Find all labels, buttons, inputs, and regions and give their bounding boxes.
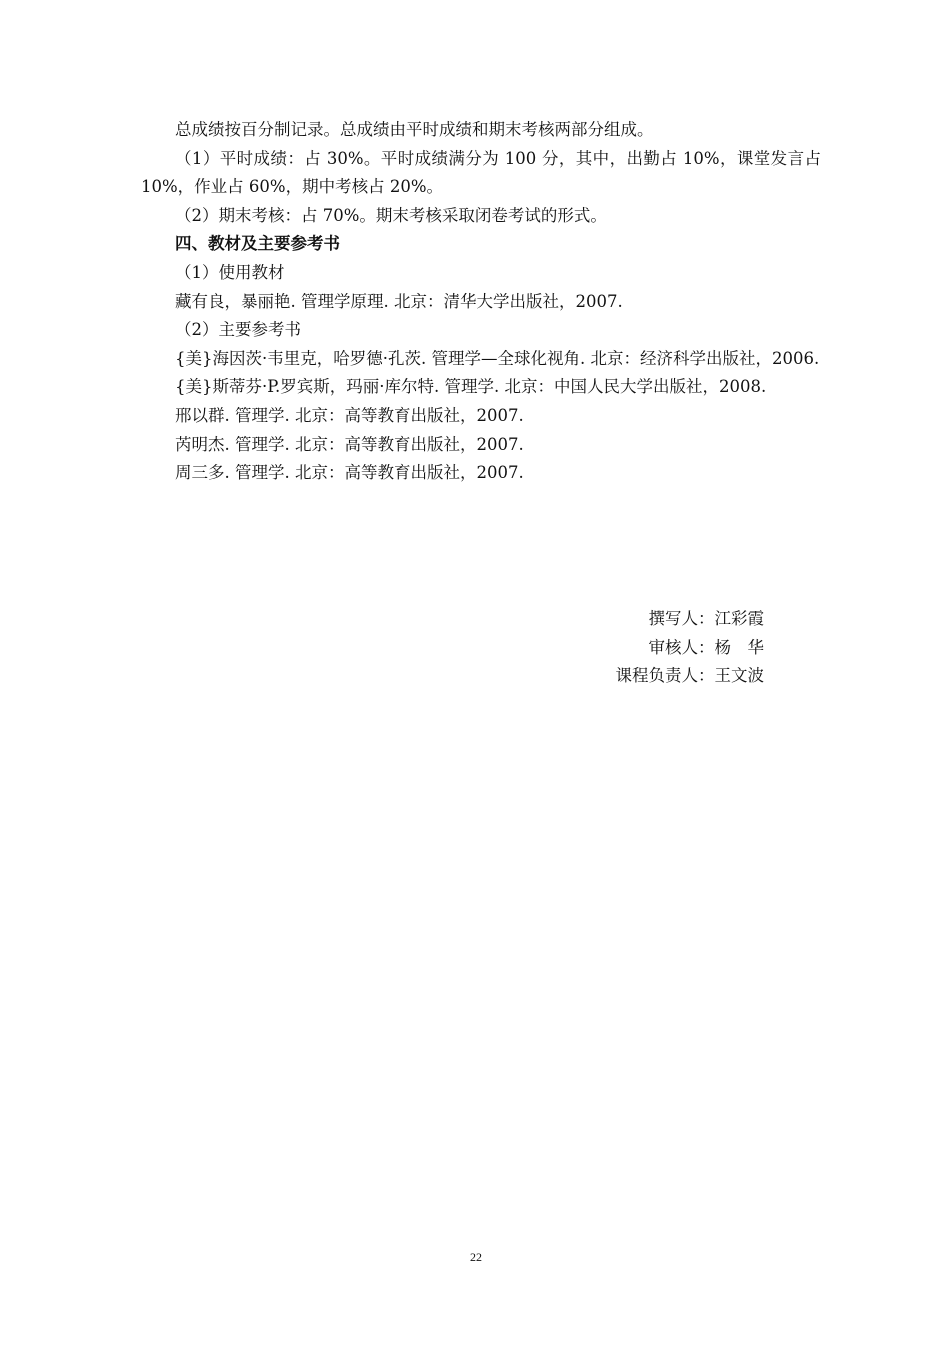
reference-entry-1: {美}海因茨·韦里克，哈罗德·孔茨. 管理学—全球化视角. 北京：经济科学出版社，2006. <box>175 348 820 368</box>
references-subheading: （2）主要参考书 <box>175 320 301 340</box>
grading-intro-paragraph: 总成绩按百分制记录。总成绩由平时成绩和期末考核两部分组成。 <box>175 120 654 139</box>
reference-entry-2: {美}斯蒂芬·P.罗宾斯，玛丽·库尔特. 管理学. 北京：中国人民大学出版社，2008. <box>175 377 767 397</box>
regular-grade-paragraph: （1）平时成绩：占 30%。平时成绩满分为 100 分，其中，出勤占 10%，课堂发言占 10%，作业占 60%，期中考核占 20%。 <box>141 148 821 197</box>
reference-entry-4: 芮明杰. 管理学. 北京：高等教育出版社，2007. <box>175 434 524 454</box>
reviewer-signature: 审核人：杨 华 <box>648 637 764 657</box>
textbook-subheading: （1）使用教材 <box>175 262 285 282</box>
reference-entry-5: 周三多. 管理学. 北京：高等教育出版社，2007. <box>175 463 524 483</box>
course-lead-signature: 课程负责人：王文波 <box>615 666 764 686</box>
page-number: 22 <box>470 1250 482 1264</box>
textbook-entry: 藏有良，暴丽艳. 管理学原理. 北京：清华大学出版社，2007. <box>175 291 623 311</box>
final-exam-paragraph: （2）期末考核：占 70%。期末考核采取闭卷考试的形式。 <box>175 205 607 225</box>
signature-block <box>616 605 765 691</box>
writer-signature: 撰写人：江彩霞 <box>648 609 764 628</box>
reference-entry-3: 邢以群. 管理学. 北京：高等教育出版社，2007. <box>175 405 524 425</box>
document-body <box>141 116 821 488</box>
section-heading-textbooks: 四、教材及主要参考书 <box>175 234 340 254</box>
